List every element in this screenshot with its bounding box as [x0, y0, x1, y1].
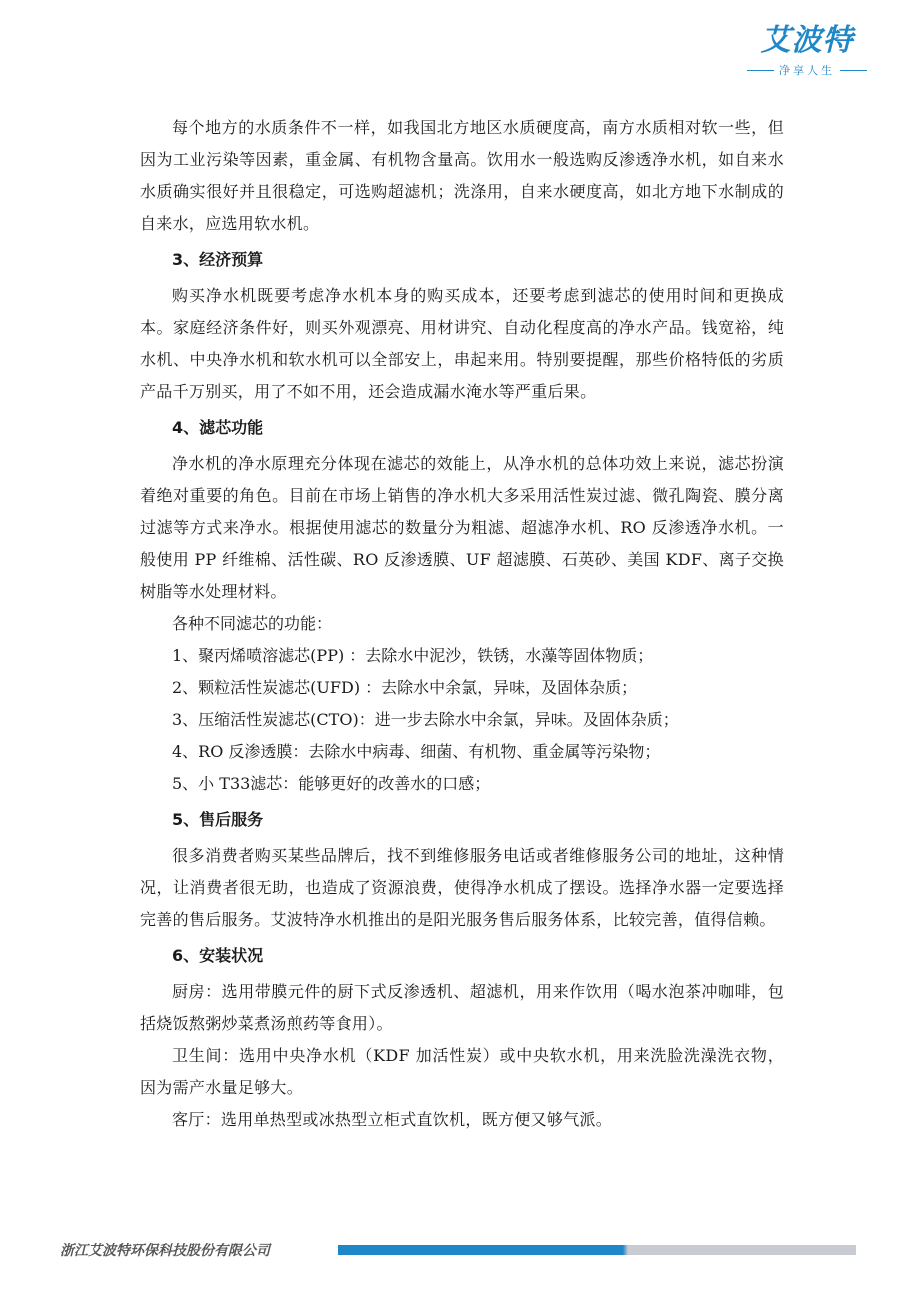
- install-kitchen-paragraph: 厨房：选用带膜元件的厨下式反渗透机、超滤机，用来作饮用（喝水泡茶冲咖啡，包括烧饭熬粥炒菜煮汤煎药等食用）。: [140, 982, 784, 1033]
- filter-list-title: 各种不同滤芯的功能：: [172, 614, 333, 633]
- install-livingroom-paragraph: 客厅：选用单热型或冰热型立柜式直饮机，既方便又够气派。: [172, 1110, 613, 1129]
- brand-logo-subtitle: [742, 62, 872, 78]
- section-heading-service: 5、售后服务: [172, 810, 264, 829]
- section-heading-budget: 3、经济预算: [172, 250, 264, 269]
- brand-logo: [742, 22, 872, 82]
- service-paragraph: 很多消费者购买某些品牌后，找不到维修服务电话或者维修服务公司的地址，这种情况，让消费者很无助，也造成了资源浪费，使得净水机成了摆设。选择净水器一定要选择完善的售后服务。艾波特净水机推出的是阳光服务售后服务体系，比较完善，值得信赖。: [140, 846, 784, 929]
- section-heading-filter: 4、滤芯功能: [172, 418, 264, 437]
- filter-list-item: 3、压缩活性炭滤芯(CTO)：进一步去除水中余氯，异味。及固体杂质；: [172, 710, 679, 729]
- intro-paragraph: 每个地方的水质条件不一样，如我国北方地区水质硬度高，南方水质相对软一些，但因为工业污染等因素，重金属、有机物含量高。饮用水一般选购反渗透净水机，如自来水水质确实很好并且很稳定，可选购超滤机；洗涤用，自来水硬度高，如北方地下水制成的自来水，应选用软水机。: [140, 118, 784, 233]
- document-body: [140, 112, 784, 1136]
- install-bathroom-paragraph: 卫生间：选用中央净水机（KDF 加活性炭）或中央软水机，用来洗脸洗澡洗衣物，因为需产水量足够大。: [140, 1046, 784, 1097]
- brand-logo-title: 艾波特: [760, 23, 854, 58]
- logo-divider-right: [840, 70, 867, 71]
- budget-paragraph: 购买净水机既要考虑净水机本身的购买成本，还要考虑到滤芯的使用时间和更换成本。家庭经济条件好，则买外观漂亮、用材讲究、自动化程度高的净水产品。钱宽裕，纯水机、中央净水机和软水机可以全部安上，串起来用。特别要提醒，那些价格特低的劣质产品千万别买，用了不如不用，还会造成漏水淹水等严重后果。: [140, 286, 784, 401]
- page-footer: [60, 1240, 860, 1260]
- logo-divider-left: [747, 70, 774, 71]
- filter-list-item: 2、颗粒活性炭滤芯(UFD) ：去除水中余氯，异味，及固体杂质；: [172, 678, 638, 697]
- footer-decorative-bar: [338, 1245, 856, 1255]
- filter-list-item: 4、RO 反渗透膜：去除水中病毒、细菌、有机物、重金属等污染物；: [172, 742, 661, 761]
- filter-list-item: 5、小 T33滤芯：能够更好的改善水的口感；: [172, 774, 491, 793]
- footer-company-name: 浙江艾波特环保科技股份有限公司: [60, 1243, 270, 1259]
- filter-list-item: 1、聚丙烯喷溶滤芯(PP) ：去除水中泥沙，铁锈，水藻等固体物质；: [172, 646, 654, 665]
- section-heading-install: 6、安装状况: [172, 946, 264, 965]
- brand-slogan: 净享人生: [779, 64, 835, 77]
- filter-paragraph: 净水机的净水原理充分体现在滤芯的效能上，从净水机的总体功效上来说，滤芯扮演着绝对重要的角色。目前在市场上销售的净水机大多采用活性炭过滤、微孔陶瓷、膜分离过滤等方式来净水。根据使用滤芯的数量分为粗滤、超滤净水机、RO 反渗透净水机。一般使用 PP 纤维棉、活性碳、RO 反渗透膜、UF 超滤膜、石英砂、美国 KDF、离子交换树脂等水处理材料。: [140, 454, 784, 601]
